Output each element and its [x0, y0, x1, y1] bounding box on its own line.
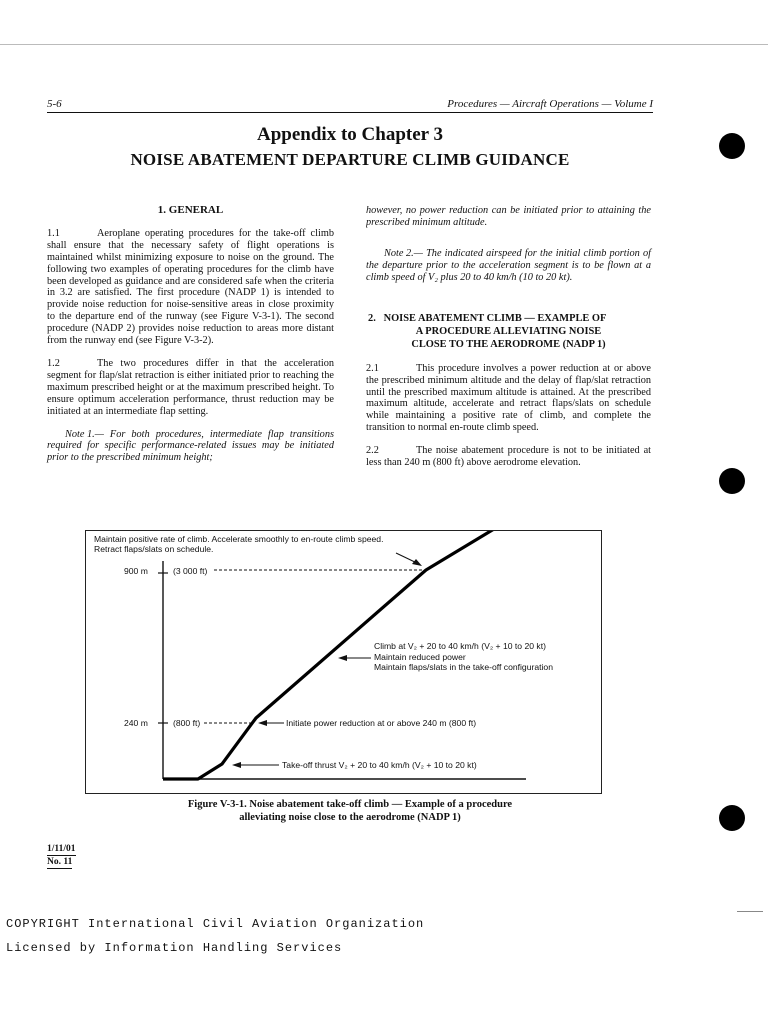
- note-continuation-text: however, no power reduction can be initiated prior to attaining the prescribed minimum altitude.: [366, 205, 651, 228]
- note-line: Maintain reduced power: [374, 651, 466, 662]
- license-line: Licensed by Information Handling Services: [6, 941, 343, 955]
- paragraph-1-2: [47, 358, 334, 418]
- paragraph-1-1: [47, 228, 334, 347]
- takeoff-thrust-note: Take-off thrust V₂ + 20 to 40 km/h (V₂ + 10 to 20 kt): [282, 760, 477, 770]
- paragraph-text: The two procedures differ in that the acceleration segment for flap/slat retraction is either initiated prior to reaching the maximum prescribed height or at the maximum prescribed height. To ensure optimum acceleration performance, thrust reduction may be initiated at an intermediate flap setting.: [47, 357, 334, 417]
- punch-hole: [719, 805, 745, 831]
- left-column: [47, 205, 334, 464]
- paragraph-text: This procedure involves a power reduction at or above the prescribed minimum altitude and the delay of flap/slat retraction until the prescribed maximum altitude is attained. At the prescribed maximum altitude, accelerate and retract flaps/slats on schedule while maintaining a positive rate of climb, and complete the transition to normal en-route climb speed.: [366, 362, 651, 434]
- arrowhead: [232, 762, 241, 768]
- header-rule: [47, 112, 653, 113]
- note-label: Note 1.—: [65, 428, 104, 440]
- paragraph-number: 2.1: [366, 362, 379, 374]
- punch-hole: [719, 468, 745, 494]
- heading-line: CLOSE TO THE AERODROME (NADP 1): [411, 338, 606, 350]
- arrowhead: [412, 559, 422, 566]
- note-line: Retract flaps/slats on schedule.: [94, 544, 214, 554]
- running-title: Procedures — Aircraft Operations — Volume I: [447, 98, 653, 110]
- section-1-heading: 1. GENERAL: [157, 204, 224, 216]
- heading-line: A PROCEDURE ALLEVIATING NOISE: [415, 325, 602, 337]
- punch-hole: [719, 133, 745, 159]
- amendment-number: No. 11: [47, 857, 73, 867]
- label-900m: 900 m: [124, 566, 148, 576]
- copyright-line: COPYRIGHT International Civil Aviation Organization: [6, 917, 425, 931]
- climb-note: [374, 641, 553, 673]
- section-number: 2.: [368, 312, 376, 324]
- document-title: NOISE ABATEMENT DEPARTURE CLIMB GUIDANCE: [130, 150, 570, 169]
- paragraph-2-1: [366, 363, 651, 434]
- paragraph-number: 1.2: [47, 357, 60, 369]
- section-2-heading: [366, 312, 651, 351]
- amendment-date: 1/11/01: [47, 844, 76, 854]
- note-1: [47, 429, 334, 465]
- label-3000ft: (3 000 ft): [173, 566, 208, 576]
- caption-line: alleviating noise close to the aerodrome (NADP 1): [239, 812, 461, 823]
- appendix-title: Appendix to Chapter 3: [257, 124, 443, 145]
- label-800ft: (800 ft): [173, 718, 201, 728]
- note-1-continuation: [366, 205, 651, 239]
- figure-nadp1: [85, 530, 602, 794]
- margin-mark: [737, 911, 763, 912]
- note-2: [366, 248, 651, 284]
- scan-top-rule: [0, 44, 768, 45]
- right-column: [366, 205, 651, 469]
- arrowhead: [258, 720, 267, 726]
- amendment-info: [47, 843, 76, 869]
- note-text: The indicated airspeed for the initial climb portion of the departure prior to the acceleration segment is to be flown at a climb speed of V₂ plus 20 to 40 km/h (10 to 20 kt).: [366, 248, 651, 283]
- paragraph-text: The noise abatement procedure is not to be initiated at less than 240 m (800 ft) above aerodrome elevation.: [366, 445, 651, 469]
- note-line: Climb at V₂ + 20 to 40 km/h (V₂ + 10 to 20 kt): [374, 641, 546, 651]
- note-label: Note 2.—: [384, 248, 423, 259]
- power-reduction-note: Initiate power reduction at or above 240 m (800 ft): [286, 718, 477, 728]
- page-number: 5-6: [47, 98, 62, 110]
- heading-line: NOISE ABATEMENT CLIMB — EXAMPLE OF: [383, 312, 607, 324]
- note-text: For both procedures, intermediate flap transitions required for specific performance-related issues may be initiated prior to the prescribed minimum height;: [47, 428, 334, 464]
- arrowhead: [338, 655, 347, 661]
- label-240m: 240 m: [124, 718, 148, 728]
- caption-line: Figure V-3-1. Noise abatement take-off climb — Example of a procedure: [187, 799, 513, 810]
- paragraph-number: 2.2: [366, 445, 379, 457]
- figure-caption: [100, 798, 600, 824]
- figure-top-note: [94, 534, 383, 554]
- paragraph-2-2: [366, 445, 651, 469]
- note-line: Maintain positive rate of climb. Accelerate smoothly to en-route climb speed.: [94, 534, 384, 544]
- note-line: Maintain flaps/slats in the take-off configuration: [374, 662, 553, 672]
- paragraph-text: Aeroplane operating procedures for the take-off climb shall ensure that the necessary safety of flight operations is maintained whilst minimizing exposure to noise on the ground. The following two examples of operating procedures for the climb have been developed as guidance and are considered safe when the criteria in 3.2 are satisfied. The first procedure (NADP 1) is intended to provide noise reduction for noise-sensitive areas in close proximity to the departure end of the runway (see Figure V-3-1). The second procedure (NADP 2) provides noise reduction to areas more distant from the runway end (see Figure V-3-2).: [47, 227, 334, 347]
- paragraph-number: 1.1: [47, 227, 60, 239]
